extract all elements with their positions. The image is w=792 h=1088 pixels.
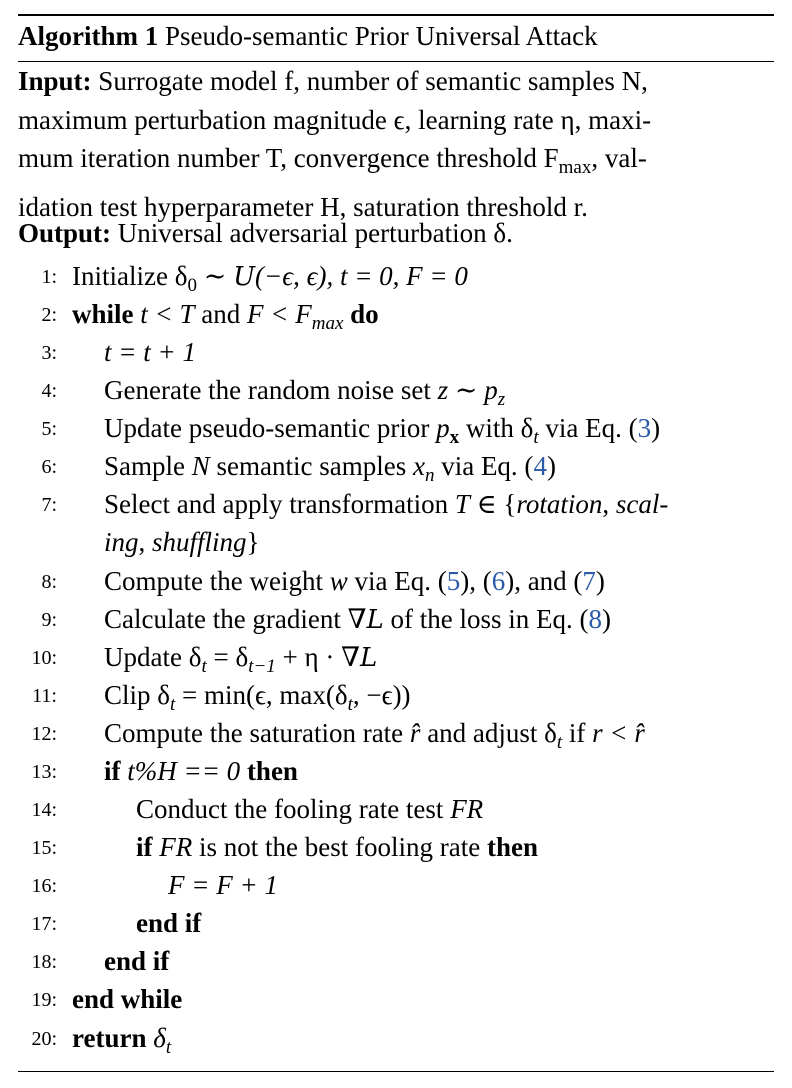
s9a: Calculate the gradient ∇ (104, 604, 367, 634)
line-number: 5: (41, 418, 57, 440)
step-code (136, 828, 538, 866)
s1cal: U (233, 262, 255, 292)
s4sub: z (497, 389, 506, 410)
step-3 (0, 333, 792, 371)
line-number: 10: (31, 647, 57, 669)
eq-ref-link[interactable]: 6 (491, 566, 506, 596)
s5c: with δ (459, 413, 534, 443)
step-5 (0, 409, 792, 447)
step-16 (0, 866, 792, 904)
s9b: of the loss in Eq. ( (383, 604, 589, 634)
step-code (104, 752, 298, 790)
kw-if: if (136, 832, 153, 862)
step-7 (0, 485, 792, 523)
s12sub: t (556, 732, 563, 753)
s8f: ) (595, 566, 605, 596)
s10a: Update δ (104, 642, 202, 672)
input-text-4: idation test hyperparameter H, saturation threshold r. (18, 191, 588, 222)
s14b: FR (450, 794, 484, 824)
input-text-3: mum iteration number T, convergence threshold F (18, 143, 559, 173)
s1sub: 0 (187, 275, 197, 296)
line-number: 7: (41, 494, 57, 516)
algorithm-name: Pseudo-semantic Prior Universal Attack (164, 21, 598, 51)
s1c: (−ϵ, ϵ), t = 0, F = 0 (254, 261, 468, 291)
input-text-3b: , val- (591, 143, 647, 173)
step-18 (0, 942, 792, 980)
kw-then: then (246, 756, 298, 786)
s11sub2: t (347, 694, 353, 715)
s7i: shuffling (152, 527, 247, 557)
step-19 (0, 980, 792, 1018)
s14a: Conduct the fooling rate test (136, 794, 451, 824)
step-8 (0, 562, 792, 600)
s2and: and (201, 299, 241, 329)
line-number: 8: (41, 571, 57, 593)
line-number: 4: (41, 380, 57, 402)
kw-end-while: end while (72, 984, 183, 1014)
s11c: , −ϵ)) (352, 680, 411, 710)
s5a: Update pseudo-semantic prior (104, 413, 437, 443)
s12e: r < r̂ (592, 718, 645, 748)
input-text-1: Surrogate model f, number of semantic samples N, (98, 66, 648, 96)
s9c: ) (602, 604, 611, 634)
s7d: rotation (516, 489, 603, 519)
step-7-cont (0, 523, 792, 561)
line-number: 14: (31, 799, 57, 821)
s7e: , (602, 489, 616, 519)
step-11 (0, 676, 792, 714)
step-6 (0, 447, 792, 485)
line-number: 1: (41, 266, 57, 288)
s8c: via Eq. ( (347, 566, 447, 596)
kw-if: if (104, 756, 121, 786)
s6c: semantic samples (209, 451, 413, 481)
s10sub: t (201, 656, 207, 677)
step-code: t = t + 1 (104, 337, 196, 367)
s7j: } (246, 527, 260, 557)
s7b: T (454, 489, 470, 519)
s11sub: t (169, 694, 176, 715)
line-number: 3: (41, 342, 57, 364)
s10c: + η · ∇ (275, 642, 360, 672)
s7g: ing (104, 527, 139, 557)
s5b: p (436, 413, 450, 443)
line-number: 17: (31, 913, 57, 935)
s7h: , (138, 527, 153, 557)
s6e: via Eq. ( (434, 451, 534, 481)
kw-return: return (72, 1023, 147, 1053)
eq-ref-link[interactable]: 4 (533, 451, 547, 481)
s7c: ∈ { (469, 489, 517, 519)
step-code (104, 562, 605, 600)
step-1 (0, 257, 792, 295)
s8d: ), ( (460, 566, 492, 596)
s6f: ) (546, 451, 556, 481)
s4a: Generate the random noise set (104, 375, 438, 405)
step-code (104, 600, 611, 639)
kw-then: then (486, 832, 538, 862)
eq-ref-link[interactable]: 7 (582, 566, 596, 596)
step-code (104, 523, 260, 561)
kw-do: do (350, 299, 379, 329)
line-number: 13: (31, 761, 57, 783)
kw-while: while (72, 299, 134, 329)
s12d: if (562, 718, 593, 748)
step-20 (0, 1019, 792, 1057)
line-number: 19: (31, 989, 57, 1011)
s10sub2: t−1 (248, 656, 276, 677)
top-rule (18, 14, 774, 16)
s15a: FR (159, 832, 193, 862)
s11b: = min(ϵ, max(δ (175, 680, 348, 710)
s8b: w (329, 566, 348, 596)
output-block (18, 214, 774, 253)
line-number: 6: (41, 456, 57, 478)
step-15 (0, 828, 792, 866)
output-label: Output: (18, 218, 112, 248)
step-code (72, 1019, 171, 1067)
s5sub: x (449, 427, 460, 448)
s20: δ (153, 1023, 166, 1053)
s5e: ) (651, 413, 661, 443)
s6b: N (191, 451, 210, 481)
s2b: F < F (247, 299, 312, 329)
input-label: Input: (18, 66, 92, 96)
algorithm-label: Algorithm 1 (18, 21, 159, 51)
s12c: and adjust δ (420, 718, 557, 748)
s9cal: L (366, 605, 384, 635)
s7f: scal- (615, 489, 669, 519)
s20sub: t (165, 1037, 172, 1058)
eq-ref-link[interactable]: 3 (637, 413, 652, 443)
s12a: Compute the saturation rate (104, 718, 410, 748)
bottom-rule (18, 1071, 774, 1072)
line-number: 18: (31, 951, 57, 973)
line-number: 16: (31, 875, 57, 897)
kw-end-if: end if (104, 946, 170, 976)
eq-ref-link[interactable]: 5 (446, 566, 461, 596)
s10cal: L (360, 643, 378, 673)
step-code (104, 485, 668, 523)
line-number: 9: (41, 609, 57, 631)
step-14 (0, 790, 792, 828)
s6sub: n (424, 465, 435, 486)
input-block (18, 62, 774, 226)
s2a: t < T (140, 299, 195, 329)
eq-ref-link[interactable]: 8 (588, 604, 602, 634)
line-number: 12: (31, 723, 57, 745)
s7a: Select and apply transformation (104, 489, 455, 519)
step-code (136, 790, 483, 828)
line-number: 2: (41, 304, 57, 326)
s8e: ), and ( (505, 566, 583, 596)
s13: t%H == 0 (127, 756, 241, 786)
step-4 (0, 371, 792, 409)
step-17 (0, 904, 792, 942)
line-number: 20: (31, 1028, 57, 1050)
s15b: is not the best fooling rate (192, 832, 487, 862)
s6d: x (412, 451, 425, 481)
step-10 (0, 638, 792, 676)
s11a: Clip δ (104, 680, 170, 710)
s1b: ∼ (196, 261, 234, 291)
s10b: = δ (206, 642, 249, 672)
s2sub: max (311, 313, 344, 334)
line-number: 11: (32, 685, 57, 707)
step-9 (0, 600, 792, 638)
output-text: Universal adversarial perturbation δ. (117, 218, 513, 248)
s8a: Compute the weight (104, 566, 330, 596)
kw-end-if: end if (136, 908, 202, 938)
line-number: 15: (31, 837, 57, 859)
input-text-2: maximum perturbation magnitude ϵ, learning rate η, maxi- (18, 104, 652, 135)
algorithm-title (18, 18, 598, 54)
step-2 (0, 295, 792, 333)
s5d: via Eq. ( (538, 413, 638, 443)
step-code: F = F + 1 (168, 870, 278, 900)
s6a: Sample (104, 451, 192, 481)
s5sub2: t (533, 427, 539, 448)
s4b: z ∼ p (437, 375, 498, 405)
step-13 (0, 752, 792, 790)
s1: Initialize δ (72, 261, 188, 291)
input-text-3-sub: max (558, 157, 592, 178)
s12b: r̂ (409, 718, 421, 748)
step-12 (0, 714, 792, 752)
